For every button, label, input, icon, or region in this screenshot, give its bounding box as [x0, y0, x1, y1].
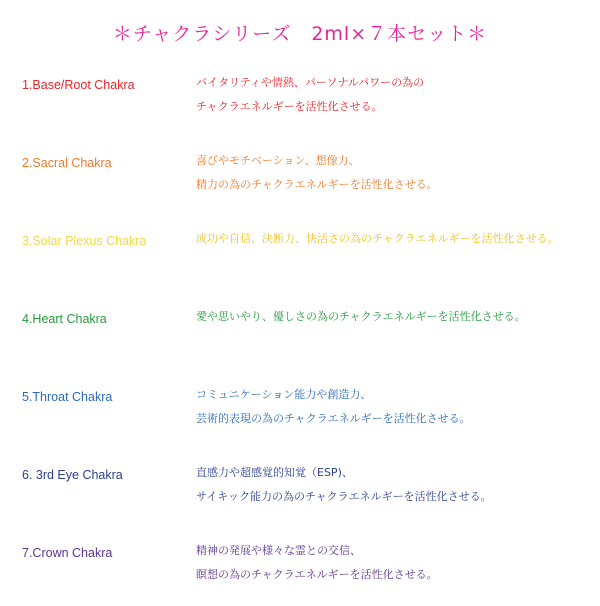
chakra-description-line: 精神の発展や様々な霊との交信、 — [196, 544, 361, 557]
chakra-description — [196, 71, 596, 119]
chakra-name: 3.Solar Plexus Chakra — [22, 234, 147, 248]
chakra-description — [196, 539, 596, 587]
chakra-description-line: バイタリティや情熱、パーソナルパワーの為の — [196, 76, 425, 89]
chakra-description-line: 喜びやモチベーション、想像力、 — [196, 154, 360, 167]
chakra-description — [196, 149, 596, 197]
chakra-row-base — [0, 78, 600, 138]
chakra-name: 6. 3rd Eye Chakra — [22, 468, 123, 482]
chakra-row-solar-plexus — [0, 234, 600, 294]
chakra-description-line: 瞑想の為のチャクラエネルギーを活性化させる。 — [196, 568, 438, 581]
chakra-row-third-eye — [0, 468, 600, 528]
chakra-name: 1.Base/Root Chakra — [22, 78, 135, 92]
chakra-name: 4.Heart Chakra — [22, 312, 107, 326]
chakra-description-line: チャクラエネルギーを活性化させる。 — [196, 100, 383, 113]
chakra-description — [196, 461, 596, 509]
page-title: ＊チャクラシリーズ 2ml×７本セット＊ — [112, 23, 488, 45]
chakra-description-line: 成功や自信、決断力、快活さの為のチャクラエネルギーを活性化させる。 — [196, 232, 559, 245]
chakra-description-line: サイキック能力の為のチャクラエネルギーを活性化させる。 — [196, 490, 492, 503]
chakra-row-sacral — [0, 156, 600, 216]
chakra-description — [196, 383, 596, 431]
chakra-description — [196, 227, 596, 251]
chakra-name: 7.Crown Chakra — [22, 546, 113, 560]
chakra-row-throat — [0, 390, 600, 450]
chakra-description-line: 直感力や超感覚的知覚（ESP)、 — [196, 466, 353, 479]
chakra-description — [196, 305, 596, 329]
chakra-description-line: 愛や思いやり、優しさの為のチャクラエネルギーを活性化させる。 — [196, 310, 526, 323]
chakra-description-line: 精力の為のチャクラエネルギーを活性化させる。 — [196, 178, 438, 191]
chakra-description-line: コミュニケーション能力や創造力、 — [196, 388, 372, 401]
chakra-name: 5.Throat Chakra — [22, 390, 113, 404]
chakra-description-line: 芸術的表現の為のチャクラエネルギーを活性化させる。 — [196, 412, 471, 425]
chakra-row-crown — [0, 546, 600, 606]
chakra-row-heart — [0, 312, 600, 372]
chakra-name: 2.Sacral Chakra — [22, 156, 112, 170]
